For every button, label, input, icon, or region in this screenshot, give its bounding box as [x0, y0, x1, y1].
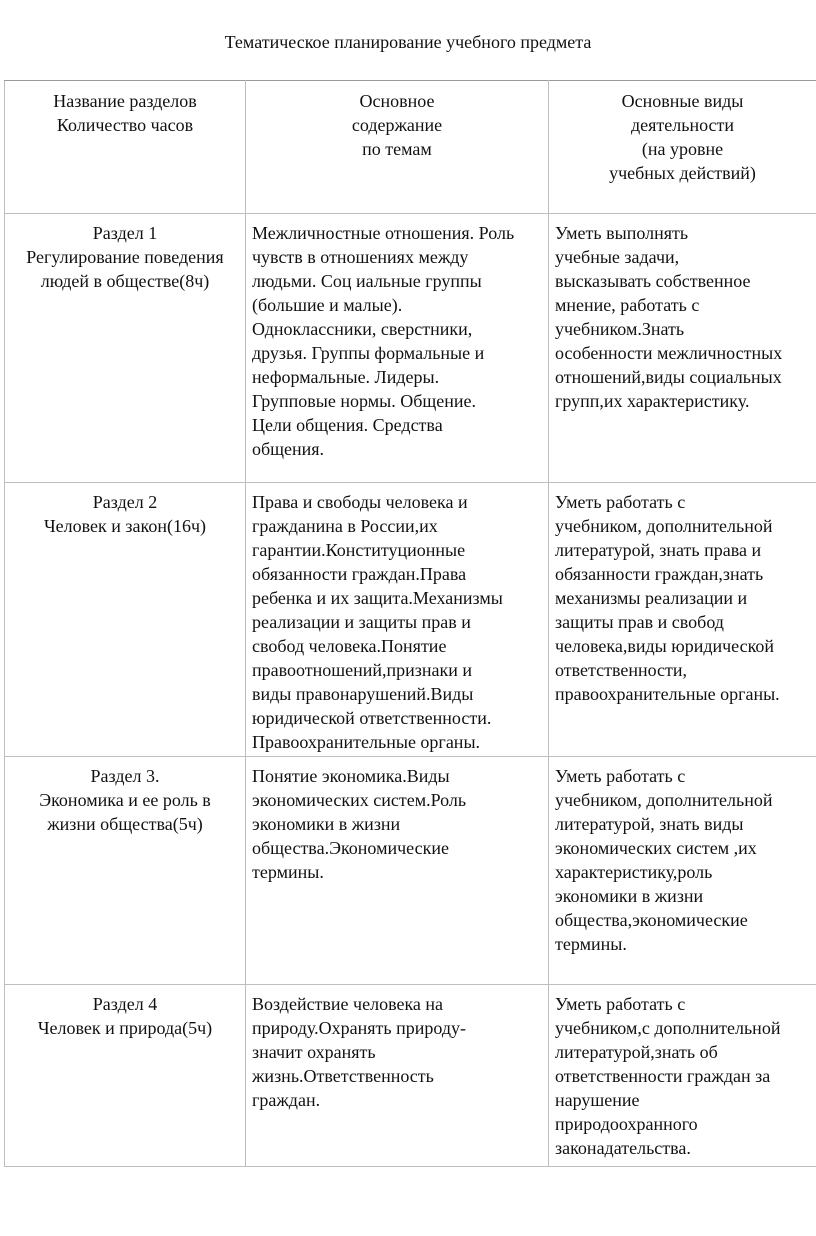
header-text-line: Основное — [359, 91, 435, 111]
activity-line: природоохранного — [555, 1114, 698, 1134]
activity-line: экономических систем ,их — [555, 838, 757, 858]
content-line: Правоохранительные органы. — [252, 732, 481, 752]
activity-line: обязанности граждан,знать — [555, 564, 764, 584]
content-line: гражданина в России,их — [252, 516, 438, 536]
header-text-line: деятельности — [630, 115, 735, 135]
section-line: Раздел 1 — [92, 223, 158, 243]
content-line: природу.Охранять природу- — [252, 1018, 466, 1038]
activities-cell — [549, 985, 816, 1167]
activity-line: нарушение — [555, 1090, 640, 1110]
content-line: чувств в отношениях между — [252, 247, 469, 267]
activity-line: термины. — [555, 934, 627, 954]
activities-cell — [549, 483, 816, 757]
content-cell — [246, 483, 549, 757]
header-text-line: учебных действий) — [609, 163, 756, 183]
section-line: Регулирование поведения — [26, 247, 224, 267]
activity-line: Уметь работать с — [555, 994, 686, 1014]
activity-line: Уметь работать с — [555, 766, 686, 786]
activity-line: законадательства. — [555, 1138, 691, 1158]
activity-line: правоохранительные органы. — [555, 684, 780, 704]
section-line: жизни общества(5ч) — [47, 814, 203, 834]
activity-line: учебником, дополнительной — [555, 790, 773, 810]
content-line: виды правонарушений.Виды — [252, 684, 474, 704]
content-line: неформальные. Лидеры. — [252, 367, 440, 387]
activity-line: механизмы реализации и — [555, 588, 748, 608]
activity-line: общества,экономические — [555, 910, 748, 930]
section-cell — [5, 757, 246, 985]
content-line: термины. — [252, 862, 324, 882]
content-cell — [246, 985, 549, 1167]
table-row — [5, 985, 816, 1167]
activity-line: человека,виды юридической — [555, 636, 775, 656]
activities-cell — [549, 757, 816, 985]
header-text-line: содержание — [351, 115, 443, 135]
activity-line: учебником,с дополнительной — [555, 1018, 781, 1038]
header-activities — [549, 81, 816, 214]
header-text-line: Количество часов — [56, 115, 194, 135]
activity-line: экономики в жизни — [555, 886, 704, 906]
content-line: (большие и малые). — [252, 295, 403, 315]
activity-line: литературой, знать права и — [555, 540, 762, 560]
activity-line: отношений,виды социальных — [555, 367, 782, 387]
content-cell — [246, 214, 549, 483]
activity-line: литературой, знать виды — [555, 814, 744, 834]
section-line: людей в обществе(8ч) — [40, 271, 210, 291]
content-line: общения. — [252, 439, 325, 459]
content-line: Групповые нормы. Общение. — [252, 391, 476, 411]
section-line: Раздел 3. — [90, 766, 160, 786]
content-line: свобод человека.Понятие — [252, 636, 447, 656]
content-line: Межличностные отношения. Роль — [252, 223, 515, 243]
table-header-row — [5, 81, 816, 214]
header-text-line: (на уровне — [641, 139, 724, 159]
thematic-planning-table — [4, 80, 816, 1167]
content-line: реализации и защиты прав и — [252, 612, 471, 632]
activity-line: учебником.Знать — [555, 319, 685, 339]
section-cell — [5, 985, 246, 1167]
activity-line: Уметь выполнять — [555, 223, 689, 243]
header-text-line: по темам — [362, 139, 432, 159]
content-cell — [246, 757, 549, 985]
section-line: Экономика и ее роль в — [39, 790, 211, 810]
table-row — [5, 757, 816, 985]
content-line: Понятие экономика.Виды — [252, 766, 450, 786]
content-line: экономики в жизни — [252, 814, 401, 834]
content-line: граждан. — [252, 1090, 321, 1110]
activity-line: мнение, работать с — [555, 295, 700, 315]
table-row — [5, 483, 816, 757]
activity-line: защиты прав и свобод — [555, 612, 724, 632]
header-main-content — [246, 81, 549, 214]
activity-line: групп,их характеристику. — [555, 391, 750, 411]
content-line: юридической ответственности. — [252, 708, 492, 728]
content-line: Воздействие человека на — [252, 994, 444, 1014]
section-cell — [5, 483, 246, 757]
activity-line: Уметь работать с — [555, 492, 686, 512]
activity-line: ответственности, — [555, 660, 688, 680]
activity-line: особенности межличностных — [555, 343, 783, 363]
content-line: людьми. Соц иальные группы — [252, 271, 482, 291]
activity-line: учебником, дополнительной — [555, 516, 773, 536]
content-line: Цели общения. Средства — [252, 415, 443, 435]
content-line: ребенка и их защита.Механизмы — [252, 588, 503, 608]
content-line: общества.Экономические — [252, 838, 449, 858]
activity-line: характеристику,роль — [555, 862, 713, 882]
content-line: друзья. Группы формальные и — [252, 343, 485, 363]
header-text-line: Основные виды — [621, 91, 744, 111]
content-line: Права и свободы человека и — [252, 492, 468, 512]
activity-line: учебные задачи, — [555, 247, 680, 267]
table-row — [5, 214, 816, 483]
document-title: Тематическое планирование учебного предмета — [224, 32, 592, 52]
activity-line: ответственности граждан за — [555, 1066, 771, 1086]
header-sections-hours — [5, 81, 246, 214]
header-text-line: Название разделов — [53, 91, 197, 111]
section-line: Раздел 2 — [92, 492, 158, 512]
content-line: Одноклассники, сверстники, — [252, 319, 473, 339]
content-line: значит охранять — [252, 1042, 376, 1062]
content-line: правоотношений,признаки и — [252, 660, 473, 680]
activity-line: литературой,знать об — [555, 1042, 718, 1062]
content-line: жизнь.Ответственность — [252, 1066, 434, 1086]
section-line: Человек и природа(5ч) — [37, 1018, 213, 1038]
content-line: обязанности граждан.Права — [252, 564, 467, 584]
section-cell — [5, 214, 246, 483]
content-line: экономических систем.Роль — [252, 790, 467, 810]
activity-line: высказывать собственное — [555, 271, 751, 291]
section-line: Раздел 4 — [92, 994, 158, 1014]
content-line: гарантии.Конституционные — [252, 540, 466, 560]
section-line: Человек и закон(16ч) — [43, 516, 207, 536]
activities-cell — [549, 214, 816, 483]
